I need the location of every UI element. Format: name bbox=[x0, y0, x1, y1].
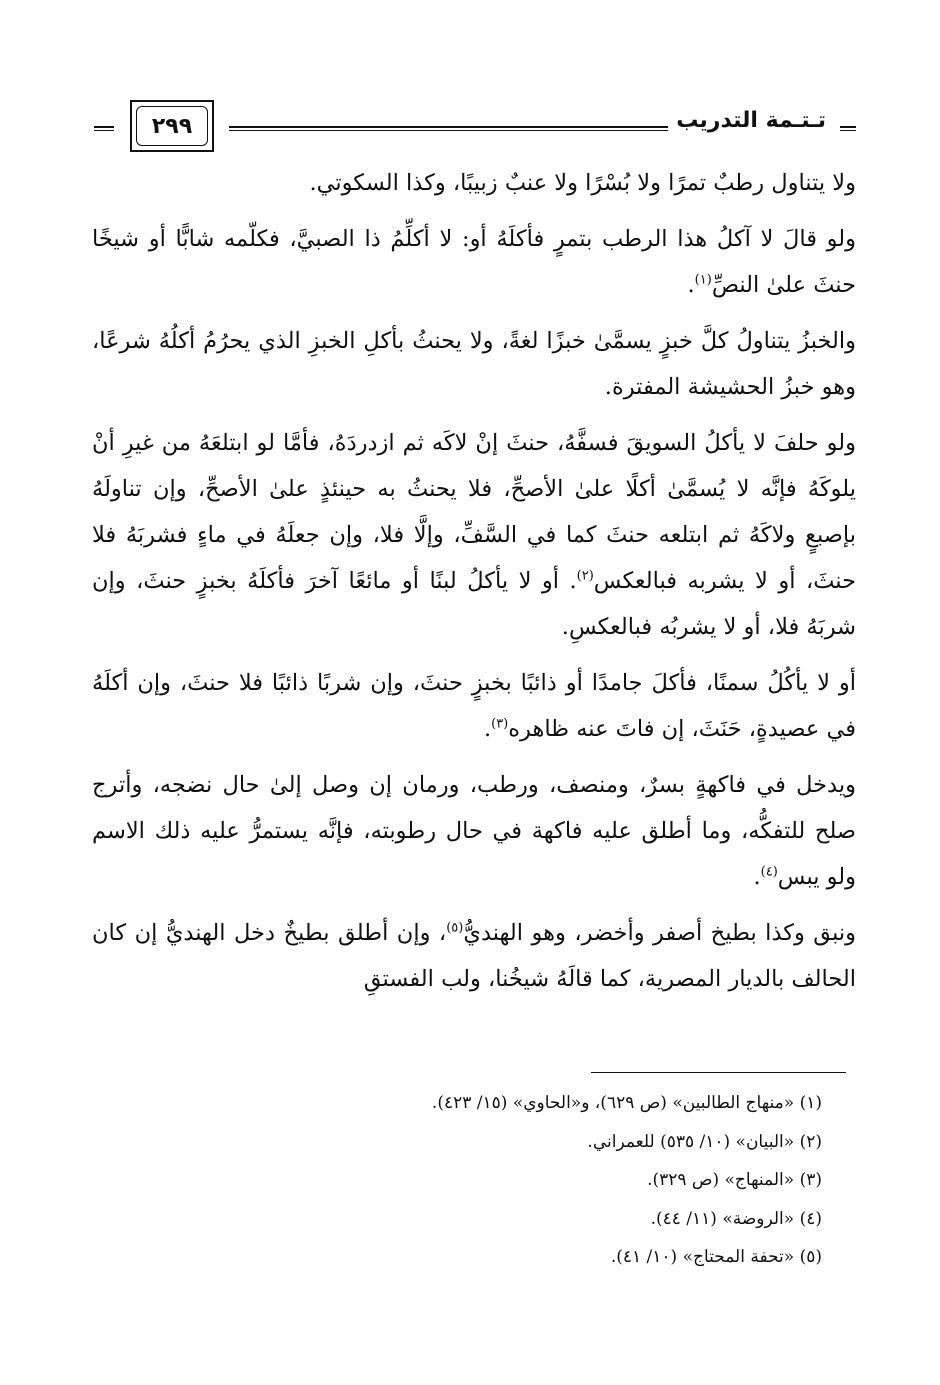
paragraph-text: ولا يتناول رطبٌ تمرًا ولا بُسْرًا ولا عنبٌ زبيبًا، وكذا السكوتي. bbox=[309, 170, 856, 196]
header-rule-right-stub bbox=[840, 126, 856, 131]
footnote: (٣) «المنهاج» (ص ٣٢٩). bbox=[647, 1170, 822, 1190]
paragraph-text: ويدخل في فاكهةٍ بسرٌ، ومنصف، ورطب، ورمان إن وصل إلىٰ حال نضجه، وأترج صلح للتفكُّه، وما أطلق عليه فاكهة في حال رطوبته، فإنَّه يستمرُّ عليه ذلك الاسم ولو يبس bbox=[92, 772, 856, 890]
footnote: (٢) «البيان» (١٠/ ٥٣٥) للعمراني. bbox=[587, 1131, 822, 1152]
paragraph bbox=[92, 216, 856, 308]
paragraph bbox=[92, 160, 856, 206]
page-number: ٢٩٩ bbox=[136, 106, 208, 146]
paragraph-text-tail: . أو لا يأكلُ لبنًا أو مائعًا آخرَ فأكلَهُ بخبزٍ حنثَ، وإن شربَهُ فلا، أو لا يشربُه فبالعكسِ. bbox=[92, 568, 856, 640]
paragraph-text: والخبزُ يتناولُ كلَّ خبزٍ يسمَّىٰ خبزًا لغةً، ولا يحنثُ بأكلِ الخبزِ الذي يحرُمُ أكلُهُ شرعًا، وهو خبزُ الحشيشة المفترة. bbox=[92, 328, 856, 400]
page-number-frame bbox=[130, 100, 214, 152]
footnote-ref[interactable]: (٣) bbox=[491, 716, 509, 732]
paragraph bbox=[92, 318, 856, 410]
footnote-ref[interactable]: (٥) bbox=[446, 920, 464, 936]
paragraph-text-tail: ، وإن أطلق بطيخٌ دخل الهنديُّ إن كان الحالف بالديار المصرية، كما قالَهُ شيخُنا، ولب الفستقِ bbox=[92, 920, 856, 992]
paragraph-text-tail: . bbox=[483, 716, 492, 742]
header-rule-left-stub bbox=[94, 126, 114, 131]
paragraph-text: ونبق وكذا بطيخ أصفر وأخضر، وهو الهنديُّ bbox=[463, 920, 856, 946]
footnote-ref[interactable]: (١) bbox=[694, 272, 712, 288]
paragraph-text: أو لا يأكُلُ سمنًا، فأكلَ جامدًا أو ذائبًا بخبزٍ حنثَ، وإن شربًا ذائبًا فلا حنثَ، وإن أكلَهُ في عصيدةٍ، حَنَثَ، إن فاتَ عنه ظاهره bbox=[92, 670, 856, 742]
footnote-separator bbox=[591, 1072, 846, 1073]
paragraph-text: ولو حلفَ لا يأكلُ السويقَ فسفَّهُ، حنثَ إنْ لاكَه ثم ازدردَهُ، فأمَّا لو ابتلعَهُ من غيرِ أنْ يلوكَهُ فإنَّه لا يُسمَّىٰ أكلًا علىٰ الأصحِّ، فلا يحنثُ به حينئذٍ علىٰ الأصحِّ، وإن تناولَهُ بإصبعٍ ولاكَهُ ثم ابتلعه حنثَ كما في السَّفِّ، وإلَّا فلا، وإن جعلَهُ في ماءٍ فشربَهُ فلا حنثَ، أو لا يشربه فبالعكس bbox=[92, 430, 856, 594]
paragraph bbox=[92, 660, 856, 752]
footnote: (٤) «الروضة» (١١/ ٤٤). bbox=[650, 1208, 822, 1229]
paragraph bbox=[92, 420, 856, 650]
running-title: تـتـمة التدريب bbox=[668, 108, 834, 133]
paragraph bbox=[92, 910, 856, 1002]
paragraph bbox=[92, 762, 856, 900]
paragraph-text: ولو قالَ لا آكلُ هذا الرطب بتمرٍ فأكلَهُ أو: لا أكلِّمُ ذا الصبيَّ، فكلّمه شابًّا أو شيخًا حنثَ علىٰ النصِّ bbox=[92, 226, 856, 298]
page-header bbox=[94, 96, 856, 158]
footnote-ref[interactable]: (٤) bbox=[760, 864, 778, 880]
footnote: (٥) «تحفة المحتاج» (١٠/ ٤١). bbox=[610, 1247, 822, 1267]
footnotes bbox=[222, 1084, 822, 1277]
body-text bbox=[92, 160, 856, 1012]
paragraph-text-tail: . bbox=[687, 272, 695, 298]
paragraph-text-tail: . bbox=[753, 864, 761, 890]
footnote: (١) «منهاج الطالبين» (ص ٦٢٩)، و«الحاوي» (١٥/ ٤٢٣). bbox=[431, 1093, 822, 1113]
footnote-ref[interactable]: (٢) bbox=[576, 568, 594, 584]
